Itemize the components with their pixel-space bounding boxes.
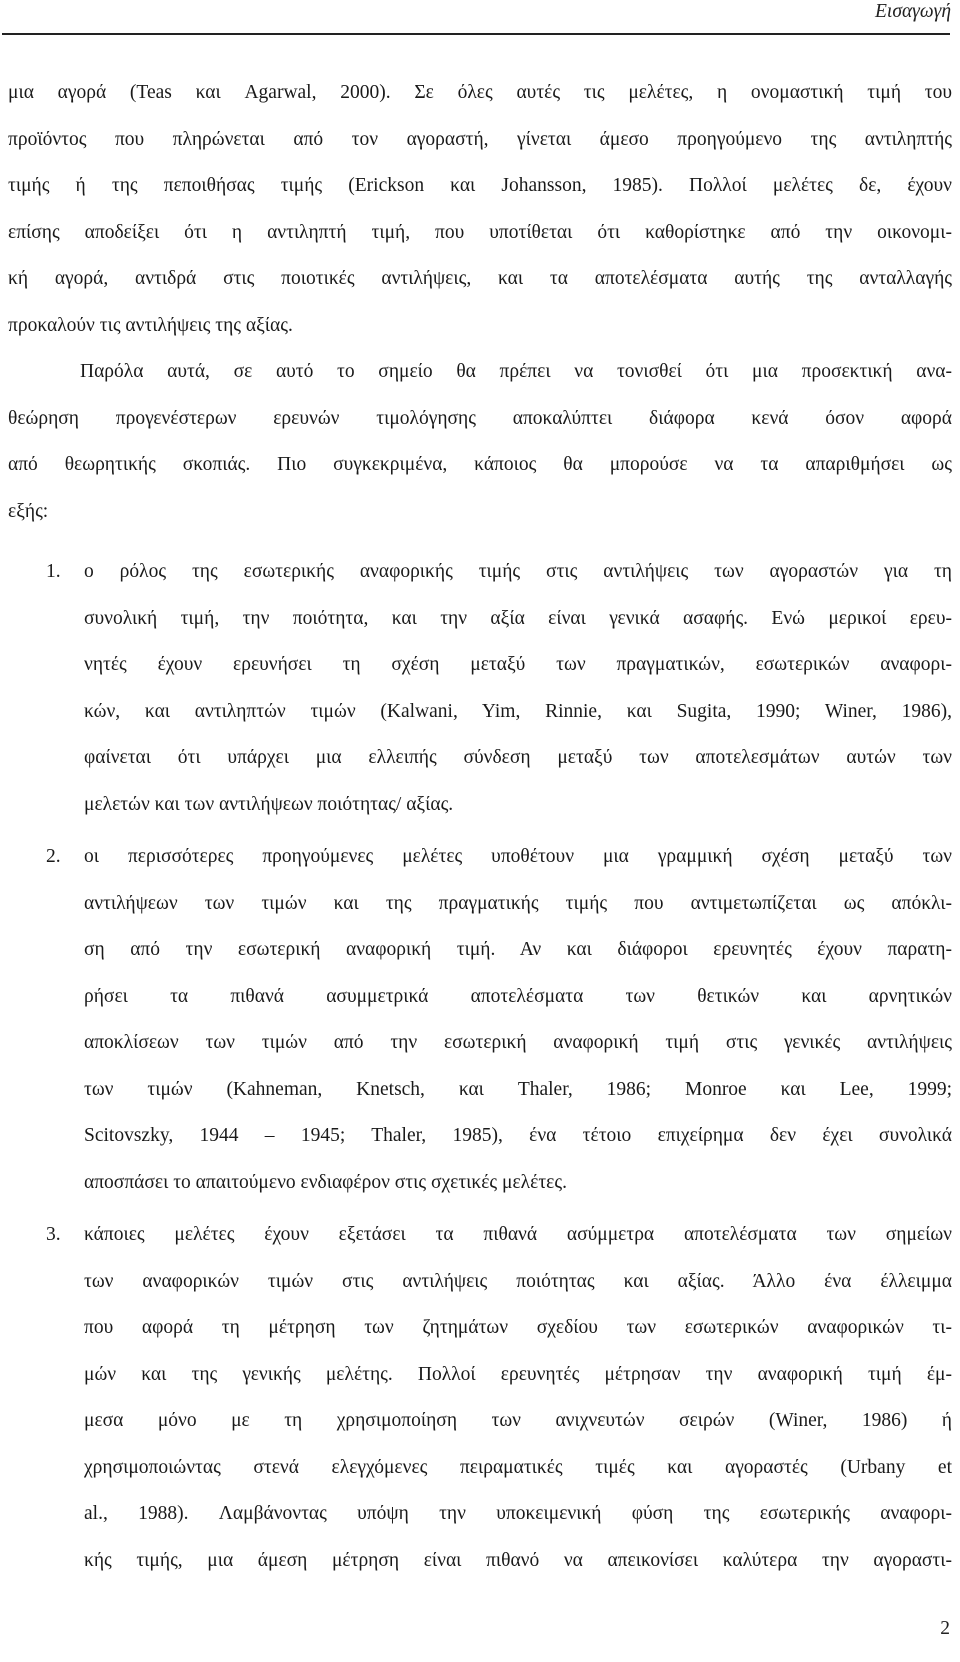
text-line: μεσα μόνο με τη χρησιμοποίηση των ανιχνευτών σειρών (Winer, 1986) ή <box>84 1410 952 1431</box>
text-line: φαίνεται ότι υπάρχει μια ελλειπής σύνδεση μεταξύ των αποτελεσμάτων αυτών των <box>84 747 952 768</box>
text-line: νητές έχουν ερευνήσει τη σχέση μεταξύ των πραγματικών, εσωτερικών αναφορι- <box>84 654 952 675</box>
text-line: Scitovszky, 1944 – 1945; Thaler, 1985), ένα τέτοιο επιχείρημα δεν έχει συνολικά <box>84 1125 952 1146</box>
paragraph <box>8 349 952 535</box>
text-line: εξής: <box>8 500 49 522</box>
text-line: ση από την εσωτερική αναφορική τιμή. Αν και διάφοροι ερευνητές έχουν παρατη- <box>84 939 952 960</box>
list-item-number: 2. <box>46 846 61 867</box>
text-line: τιμής ή της πεποιθήσας τιμής (Erickson και Johansson, 1985). Πολλοί μελέτες δε, έχουν <box>8 175 952 196</box>
text-line: μών και της γενικής μελέτης. Πολλοί ερευνητές μέτρησαν την αναφορική τιμή έμ- <box>84 1363 952 1385</box>
list-item-first-line <box>8 834 952 881</box>
text-line: al., 1988). Λαμβάνοντας υπόψη την υποκειμενική φύση της εσωτερικής αναφορι- <box>84 1503 952 1524</box>
running-header-title: Εισαγωγή <box>875 1 951 22</box>
text-line: κής τιμής, μια άμεση μέτρηση είναι πιθανό να απεικονίσει καλύτερα την αγοραστι- <box>84 1549 952 1571</box>
text-line: προϊόντος που πληρώνεται από τον αγοραστή, γίνεται άμεσο προηγούμενο της αντιληπτής <box>8 128 952 150</box>
text-line: οι περισσότερες προηγούμενες μελέτες υποθέτουν μια γραμμική σχέση μεταξύ των <box>84 846 952 867</box>
text-line: κάποιες μελέτες έχουν εξετάσει τα πιθανά ασύμμετρα αποτελέσματα των σημείων <box>84 1224 952 1245</box>
text-line: που αφορά τη μέτρηση των ζητημάτων σχεδίου των εσωτερικών αναφορικών τι- <box>84 1317 952 1338</box>
paragraph-continued <box>8 70 952 349</box>
text-line: μια αγορά (Teas και Agarwal, 2000). Σε όλες αυτές τις μελέτες, η ονομαστική τιμή του <box>8 82 952 103</box>
header-rule <box>2 33 950 35</box>
page-header <box>0 0 960 44</box>
text-line: αποσπάσει το απαιτούμενο ενδιαφέρον στις σχετικές μελέτες. <box>84 1171 567 1193</box>
page-body <box>8 70 952 1584</box>
text-line: κών, και αντιληπτών τιμών (Kalwani, Yim, Rinnie, και Sugita, 1990; Winer, 1986), <box>84 700 952 722</box>
text-line: αντιλήψεων των τιμών και της πραγματικής τιμής που αντιμετωπίζεται ως απόκλι- <box>84 892 952 914</box>
text-line: Παρόλα αυτά, σε αυτό το σημείο θα πρέπει να τονισθεί ότι μια προσεκτική ανα- <box>80 361 952 382</box>
list-item <box>8 549 952 828</box>
text-line: ρήσει τα πιθανά ασυμμετρικά αποτελέσματα των θετικών και αρνητικών <box>84 985 952 1007</box>
text-line: προκαλούν τις αντιλήψεις της αξίας. <box>8 314 293 336</box>
text-line: επίσης αποδείξει ότι η αντιληπτή τιμή, που υποτίθεται ότι καθορίστηκε από την οικονομι- <box>8 221 952 243</box>
text-line: κή αγορά, αντιδρά στις ποιοτικές αντιλήψεις, και τα αποτελέσματα αυτής της ανταλλαγής <box>8 268 952 289</box>
list-item <box>8 1212 952 1584</box>
text-line: μελετών και των αντιλήψεων ποιότητας/ αξίας. <box>84 793 454 815</box>
text-line: των αναφορικών τιμών στις αντιλήψεις ποιότητας και αξίας. Άλλο ένα έλλειμμα <box>84 1270 952 1292</box>
text-line: από θεωρητικής σκοπιάς. Πιο συγκεκριμένα, κάποιος θα μπορούσε να τα απαριθμήσει ως <box>8 454 952 475</box>
list-item-number: 3. <box>46 1224 61 1245</box>
text-line: αποκλίσεων των τιμών από την εσωτερική αναφορική τιμή στις γενικές αντιλήψεις <box>84 1032 952 1053</box>
list-item-first-line <box>8 549 952 596</box>
text-line: συνολική τιμή, την ποιότητα, και την αξία είναι γενικά ασαφής. Ενώ μερικοί ερευ- <box>84 607 952 629</box>
text-line: χρησιμοποιώντας στενά ελεγχόμενες πειραματικές τιμές και αγοραστές (Urbany et <box>84 1456 952 1478</box>
list-item-number: 1. <box>46 561 61 582</box>
text-line: ο ρόλος της εσωτερικής αναφορικής τιμής στις αντιλήψεις των αγοραστών για τη <box>84 561 952 582</box>
page-number: 2 <box>940 1618 950 1639</box>
list-item-first-line <box>8 1212 952 1259</box>
list-item <box>8 834 952 1206</box>
text-line: των τιμών (Kahneman, Knetsch, και Thaler, 1986; Monroe και Lee, 1999; <box>84 1078 952 1100</box>
text-line: θεώρηση προγενέστερων ερευνών τιμολόγησης αποκαλύπτει διάφορα κενά όσον αφορά <box>8 407 952 429</box>
